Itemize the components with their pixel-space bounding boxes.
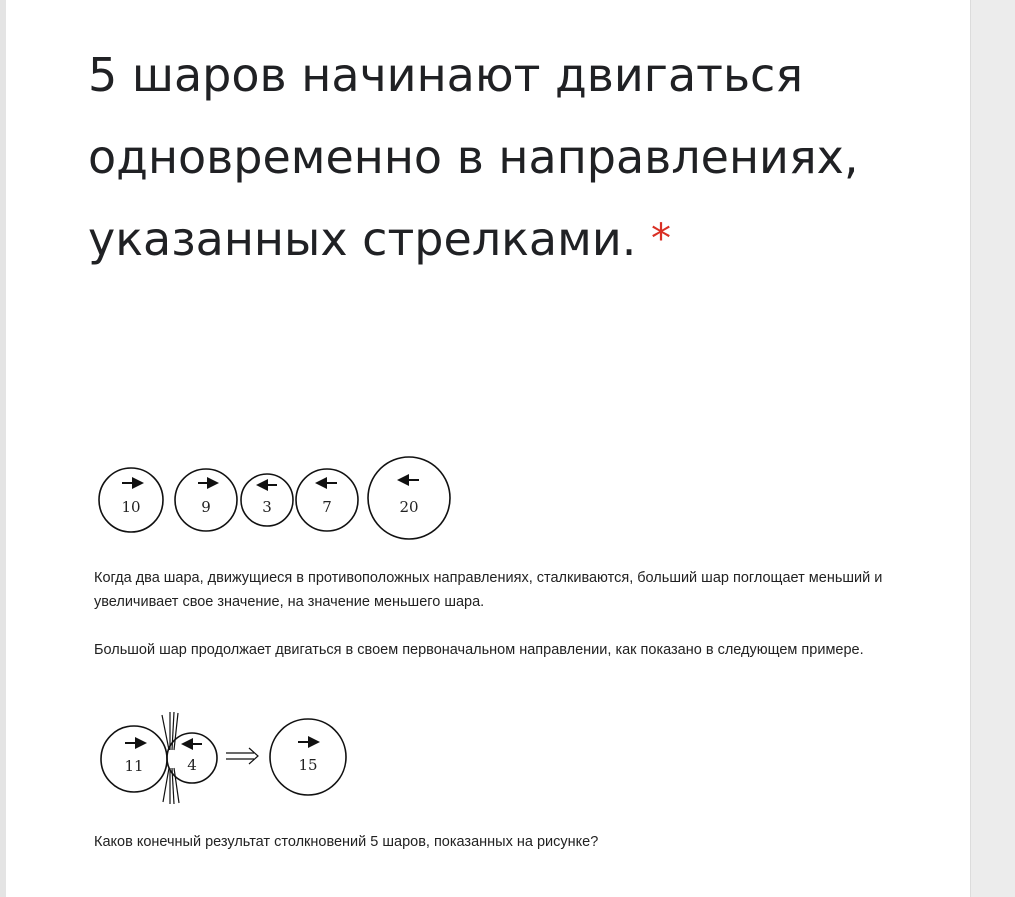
example-ball-left [101,726,167,792]
ball-3 [241,474,293,526]
figure-question-text: Каков конечный результат столкновений 5 шаров, показанных на рисунке? [94,834,599,850]
question-title-text: 5 шаров начинают двигаться одновременно в направлениях, указанных стрелками. [88,48,859,266]
ball-2 [175,469,237,531]
question-card [6,0,971,897]
ball-4-value: 7 [322,498,332,516]
rule-text: Когда два шара, движущиеся в противоположных направлениях, сталкиваются, больший шар поглощает меньший и увеличивает свое значение, на значение меньшего шара. [94,570,883,610]
ball-5-value: 20 [399,498,419,516]
ball-5 [368,457,450,539]
ball-1-value: 10 [121,498,141,516]
example-result-value: 15 [298,756,318,774]
ball-2-value: 9 [201,498,211,516]
example-ball-right [167,733,217,783]
ball-3-value: 3 [262,498,272,516]
impact-lines [162,712,179,804]
question-image [86,450,916,870]
question-title [88,34,928,280]
continue-text: Большой шар продолжает двигаться в своем первоначальном направлении, как показано в следующем примере. [94,642,864,658]
double-arrow-icon [226,748,258,764]
required-asterisk: * [650,216,671,262]
example-left-value: 11 [124,757,144,775]
ball-4 [296,469,358,531]
example-ball-result [270,719,346,795]
ball-1 [99,468,163,532]
example-right-value: 4 [187,756,197,774]
